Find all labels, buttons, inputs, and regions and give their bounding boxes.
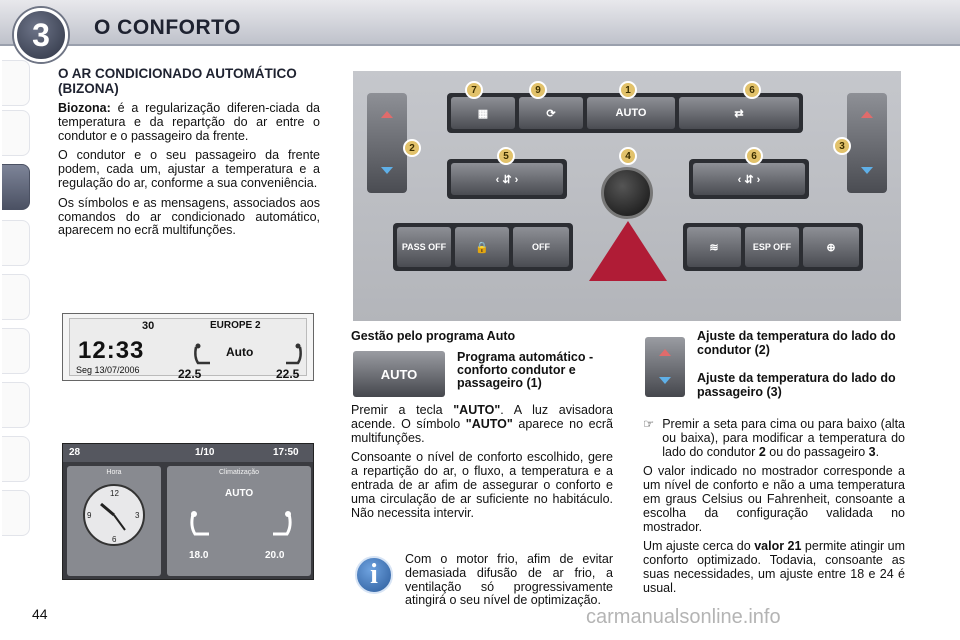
section-heading: O AR CONDICIONADO AUTOMÁTICO (BIZONA) bbox=[58, 66, 297, 96]
watermark: carmanualsonline.info bbox=[586, 606, 781, 628]
side-tab[interactable] bbox=[2, 220, 30, 266]
lock-button[interactable]: 🔒 bbox=[455, 227, 509, 267]
air-intake-button[interactable]: ⇄ bbox=[679, 97, 799, 129]
side-tab-active[interactable] bbox=[2, 164, 30, 210]
child-lock-button[interactable]: ⊕ bbox=[803, 227, 859, 267]
display-temp-left: 22.5 bbox=[178, 367, 202, 381]
marker-9: 9 bbox=[529, 81, 547, 99]
marker-4: 4 bbox=[619, 147, 637, 165]
clock-label-12: 12 bbox=[110, 489, 119, 498]
marker-3: 3 bbox=[833, 137, 851, 155]
lower-left-button-row bbox=[393, 223, 573, 271]
passenger-air-distribution-button[interactable]: ‹ ⇵ › bbox=[693, 163, 805, 195]
side-tab[interactable] bbox=[2, 382, 30, 428]
marker-7: 7 bbox=[465, 81, 483, 99]
auto-button-panel[interactable]: AUTO bbox=[587, 97, 675, 129]
display2-temp: 28 bbox=[69, 447, 81, 458]
driver-air-distribution-button[interactable]: ‹ ⇵ › bbox=[451, 163, 563, 195]
arrow-down-icon bbox=[659, 377, 671, 384]
info-icon: i bbox=[355, 556, 393, 594]
temp-adjust-body bbox=[643, 418, 905, 596]
auto-button-image: AUTO bbox=[353, 351, 445, 397]
clock-label-3: 3 bbox=[135, 511, 140, 520]
display-time: 12:33 bbox=[78, 337, 145, 364]
display2-temp-left: 18.0 bbox=[189, 550, 209, 561]
marker-1: 1 bbox=[619, 81, 637, 99]
value-meaning-paragraph: O valor indicado no mostrador corresponde a um nível de conforto e não a uma temperatura em graus Celsius ou Fahrenheit, consoante a escolha da configuração validada no mostrador. bbox=[643, 464, 905, 534]
seat-left-icon bbox=[190, 343, 216, 369]
side-tab[interactable] bbox=[2, 60, 30, 106]
passenger-distribution-row bbox=[689, 159, 809, 199]
temp-adjust-titles bbox=[697, 329, 907, 399]
info-note: Com o motor frio, afim de evitar demasiada difusão de ar frio, a ventilação só progressivamente atingirá o seu nível de optimização. bbox=[405, 552, 613, 608]
adjust-driver-title: Ajuste da temperatura do lado do condutor (2) bbox=[697, 329, 896, 357]
marker-6: 6 bbox=[745, 147, 763, 165]
seat-right-icon bbox=[267, 510, 297, 540]
temp-arrow-button-image bbox=[645, 337, 685, 397]
arrow-up-icon bbox=[659, 349, 671, 356]
arrow-down-icon bbox=[861, 167, 873, 174]
adjust-bullet: ☞ Premir a seta para cima ou para baixo (alta ou baixa), para modificar a temperatura do lado do condutor 2 ou do passageiro 3. bbox=[643, 417, 905, 459]
display-date: Seg 13/07/2006 bbox=[76, 365, 140, 375]
display2-clock-panel bbox=[67, 466, 161, 576]
display2-time: 17:50 bbox=[273, 447, 299, 458]
arrow-down-icon bbox=[381, 167, 393, 174]
intro-column bbox=[58, 66, 320, 238]
display-mode: Auto bbox=[226, 345, 254, 359]
chapter-number-badge bbox=[14, 8, 68, 62]
side-tab[interactable] bbox=[2, 328, 30, 374]
marker-5: 5 bbox=[497, 147, 515, 165]
parking-sensor-off-button[interactable]: OFF bbox=[513, 227, 569, 267]
symbols-paragraph: Os símbolos e as mensagens, associados aos comandos do ar condicionado automático, aparecem no ecrã multifunções. bbox=[58, 195, 320, 238]
recirculation-button[interactable]: ⟳ bbox=[519, 97, 583, 129]
adjust-paragraph: O condutor e o seu passageiro da frente podem, cada um, ajustar a temperatura e a regulação do ar, conforme a sua conveniência. bbox=[58, 148, 320, 190]
hazard-warning-button[interactable] bbox=[589, 221, 667, 281]
display-frequency-num: 30 bbox=[142, 320, 155, 332]
side-tab[interactable] bbox=[2, 490, 30, 536]
driver-temp-rocker[interactable] bbox=[367, 93, 407, 193]
display-temp-right: 22.5 bbox=[276, 367, 300, 381]
top-button-row bbox=[447, 93, 803, 133]
analog-clock-icon bbox=[81, 482, 147, 548]
passenger-temp-rocker[interactable] bbox=[847, 93, 887, 193]
display2-track: 1/10 bbox=[195, 447, 215, 458]
display2-mode: AUTO bbox=[225, 488, 254, 499]
page-number: 44 bbox=[32, 606, 48, 622]
display2-climate-header: Climatização bbox=[218, 469, 260, 476]
seat-left-icon bbox=[185, 510, 215, 540]
auto-program-column bbox=[351, 329, 613, 343]
value-21-paragraph: Um ajuste cerca do valor 21 permite atingir um conforto optimizado. Todavia, consoante as suas necessidades, um ajuste entre 18 e 24 é usual. bbox=[643, 539, 905, 595]
auto-program-heading: Gestão pelo programa Auto bbox=[351, 329, 516, 343]
passenger-airbag-off-button[interactable]: PASS OFF bbox=[397, 227, 451, 267]
display2-status-bar bbox=[63, 444, 313, 462]
auto-comfort-paragraph: Consoante o nível de conforto escolhido, gere a repartição do ar, o fluxo, a temperatura e a entrada de ar afim de assegurar o conforto e uma circulação de ar suficiente no habitáculo. Não necessita intervir. bbox=[351, 450, 613, 520]
chapter-title: O CONFORTO bbox=[94, 16, 241, 39]
pointing-hand-icon: ☞ bbox=[643, 417, 655, 431]
multifunction-display-1 bbox=[62, 313, 314, 381]
auto-program-body bbox=[351, 404, 613, 520]
fan-speed-knob[interactable] bbox=[601, 167, 653, 219]
adjust-passenger-title: Ajuste da temperatura do lado do passageiro (3) bbox=[697, 371, 896, 399]
arrow-up-icon bbox=[861, 111, 873, 118]
marker-2: 2 bbox=[403, 139, 421, 157]
display2-climate-panel bbox=[167, 466, 311, 576]
side-tab[interactable] bbox=[2, 436, 30, 482]
arrow-up-icon bbox=[381, 111, 393, 118]
program-title: Programa automático - conforto condutor e passageiro (1) bbox=[457, 350, 594, 390]
chapter-number: 3 bbox=[32, 16, 50, 53]
clock-label-9: 9 bbox=[87, 511, 92, 520]
marker-6-top: 6 bbox=[743, 81, 761, 99]
esp-off-button[interactable]: ESP OFF bbox=[745, 227, 799, 267]
side-tabs bbox=[0, 60, 32, 580]
multifunction-display-2 bbox=[62, 443, 314, 580]
side-tab[interactable] bbox=[2, 274, 30, 320]
seat-right-icon bbox=[280, 343, 306, 369]
suspension-button[interactable]: ≋ bbox=[687, 227, 741, 267]
lower-right-button-row bbox=[683, 223, 863, 271]
display-station: EUROPE 2 bbox=[210, 320, 261, 331]
side-tab[interactable] bbox=[2, 110, 30, 156]
bizona-paragraph: Biozona: é a regularização diferen-ciada da temperatura e da repartção do ar entre o condutor e o passageiro da frente. bbox=[58, 101, 320, 143]
climate-control-panel-photo bbox=[353, 71, 901, 321]
display2-clock-header: Hora bbox=[106, 469, 122, 476]
driver-distribution-row bbox=[447, 159, 567, 199]
auto-press-paragraph: Premir a tecla "AUTO". A luz avisadora acende. O símbolo "AUTO" aparece no ecrã multifunções. bbox=[351, 403, 613, 445]
display2-temp-right: 20.0 bbox=[265, 550, 285, 561]
rear-demist-button[interactable]: ▦ bbox=[451, 97, 515, 129]
clock-label-6: 6 bbox=[112, 535, 117, 544]
